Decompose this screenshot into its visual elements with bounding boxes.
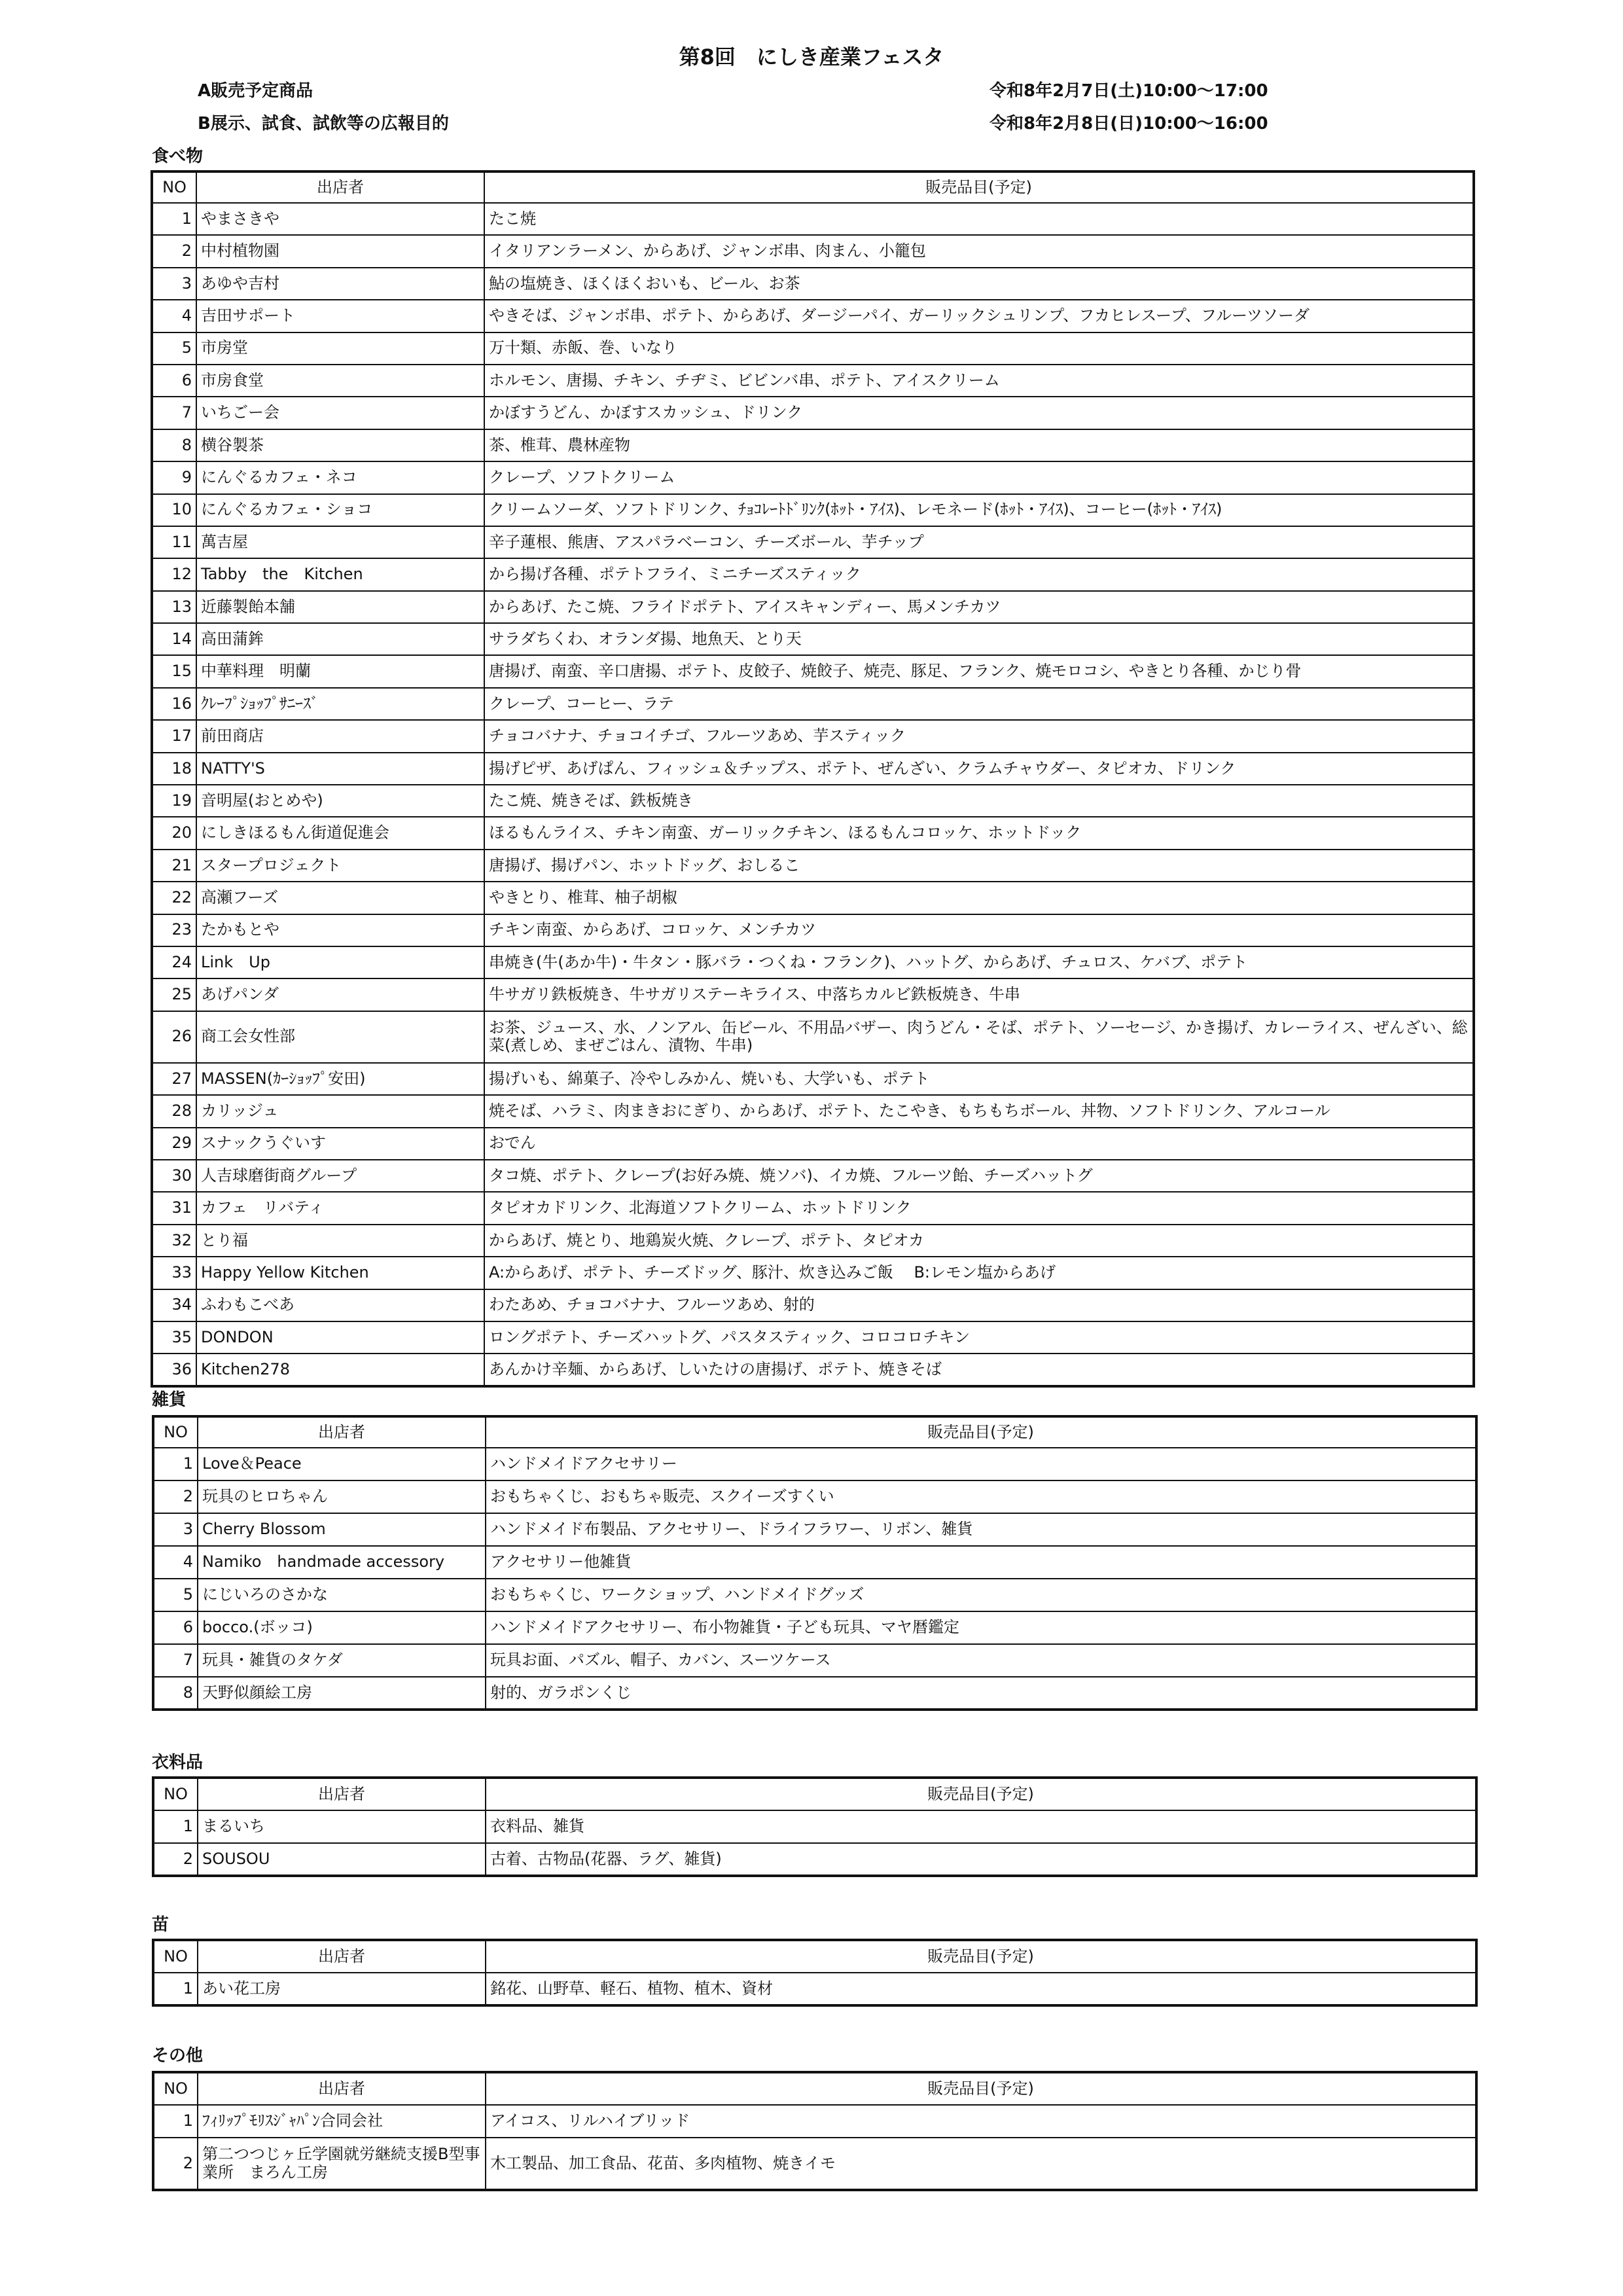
row-no: 10 bbox=[152, 494, 196, 526]
row-items: クレープ、ソフトクリーム bbox=[484, 461, 1474, 493]
row-items: 射的、ガラポンくじ bbox=[486, 1677, 1476, 1710]
section-label-seedlings: 苗 bbox=[152, 1915, 169, 1935]
row-vendor: にんぐるカフェ・ネコ bbox=[196, 461, 484, 493]
table-row bbox=[153, 2105, 1476, 2138]
row-vendor: Kitchen278 bbox=[196, 1354, 484, 1386]
header-vendor: 出店者 bbox=[198, 1940, 486, 1973]
row-items: チョコバナナ、チョコイチゴ、フルーツあめ、芋スティック bbox=[484, 720, 1474, 752]
row-vendor: にじいろのさかな bbox=[198, 1579, 486, 1611]
row-items: 銘花、山野草、軽石、植物、植木、資材 bbox=[486, 1973, 1476, 2005]
table-row bbox=[152, 914, 1474, 946]
row-vendor: 中村植物園 bbox=[196, 235, 484, 267]
row-vendor: 高田蒲鉾 bbox=[196, 623, 484, 655]
row-items: おでん bbox=[484, 1128, 1474, 1160]
table-row bbox=[152, 558, 1474, 590]
row-no: 30 bbox=[152, 1160, 196, 1192]
row-vendor: 市房堂 bbox=[196, 332, 484, 365]
row-vendor: 高瀬フーズ bbox=[196, 882, 484, 914]
table-row bbox=[152, 429, 1474, 461]
header-items: 販売品目(予定) bbox=[486, 2072, 1476, 2105]
row-no: 33 bbox=[152, 1257, 196, 1289]
row-items: かぼすうどん、かぼすスカッシュ、ドリンク bbox=[484, 397, 1474, 429]
row-vendor: とり福 bbox=[196, 1225, 484, 1257]
row-vendor: にしきほるもん街道促進会 bbox=[196, 817, 484, 849]
header-vendor: 出店者 bbox=[196, 171, 484, 203]
table-header-row bbox=[152, 171, 1474, 203]
row-no: 16 bbox=[152, 688, 196, 720]
row-no: 19 bbox=[152, 785, 196, 817]
row-vendor: Cherry Blossom bbox=[198, 1513, 486, 1546]
row-items: 万十類、赤飯、巻、いなり bbox=[484, 332, 1474, 365]
row-items: 串焼き(牛(あか牛)・牛タン・豚バラ・つくね・フランク)、ハットグ、からあげ、チュロス、ケバブ、ポテト bbox=[484, 946, 1474, 978]
row-no: 14 bbox=[152, 623, 196, 655]
header-no: NO bbox=[152, 171, 196, 203]
header-no: NO bbox=[153, 1940, 198, 1973]
row-vendor: 前田商店 bbox=[196, 720, 484, 752]
table-row bbox=[153, 1448, 1476, 1480]
row-items: クリームソーダ、ソフトドリンク、ﾁｮｺﾚｰﾄﾄﾞﾘﾝｸ(ﾎｯﾄ・ｱｲｽ)、レモネード(ﾎｯﾄ・ｱｲｽ)、コーヒー(ﾎｯﾄ・ｱｲｽ) bbox=[484, 494, 1474, 526]
table-row bbox=[153, 1973, 1476, 2005]
row-vendor: 人吉球磨街商グループ bbox=[196, 1160, 484, 1192]
row-vendor: SOUSOU bbox=[198, 1843, 486, 1876]
row-vendor: Link Up bbox=[196, 946, 484, 978]
row-no: 8 bbox=[153, 1677, 198, 1710]
header-no: NO bbox=[153, 1778, 198, 1810]
row-items: ロングポテト、チーズハットグ、パスタスティック、コロコロチキン bbox=[484, 1321, 1474, 1354]
header-vendor: 出店者 bbox=[198, 1416, 486, 1448]
row-vendor: スタープロジェクト bbox=[196, 850, 484, 882]
row-vendor: 音明屋(おとめや) bbox=[196, 785, 484, 817]
table-row bbox=[152, 655, 1474, 687]
table-row bbox=[152, 688, 1474, 720]
table-row bbox=[152, 461, 1474, 493]
row-items: 古着、古物品(花器、ラグ、雑貨) bbox=[486, 1843, 1476, 1876]
row-items: ホルモン、唐揚、チキン、チヂミ、ビビンバ串、ポテト、アイスクリーム bbox=[484, 365, 1474, 397]
row-items: 揚げいも、綿菓子、冷やしみかん、焼いも、大学いも、ポテト bbox=[484, 1063, 1474, 1095]
row-no: 25 bbox=[152, 978, 196, 1011]
row-no: 11 bbox=[152, 526, 196, 558]
row-no: 27 bbox=[152, 1063, 196, 1095]
table-row bbox=[152, 1289, 1474, 1321]
table-row bbox=[152, 397, 1474, 429]
row-vendor: 玩具のヒロちゃん bbox=[198, 1480, 486, 1513]
table-row bbox=[152, 850, 1474, 882]
row-items: ハンドメイドアクセサリー、布小物雑貨・子ども玩具、マヤ暦鑑定 bbox=[486, 1611, 1476, 1644]
row-no: 7 bbox=[152, 397, 196, 429]
row-items: 茶、椎茸、農林産物 bbox=[484, 429, 1474, 461]
row-no: 1 bbox=[153, 1810, 198, 1843]
header-items: 販売品目(予定) bbox=[486, 1416, 1476, 1448]
row-no: 12 bbox=[152, 558, 196, 590]
table-row bbox=[152, 1354, 1474, 1386]
row-items: 牛サガリ鉄板焼き、牛サガリステーキライス、中落ちカルビ鉄板焼き、牛串 bbox=[484, 978, 1474, 1011]
row-items: あんかけ辛麺、からあげ、しいたけの唐揚げ、ポテト、焼きそば bbox=[484, 1354, 1474, 1386]
row-vendor: 中華料理 明蘭 bbox=[196, 655, 484, 687]
table-row bbox=[152, 332, 1474, 365]
table-header-row bbox=[153, 1940, 1476, 1973]
table-row bbox=[152, 882, 1474, 914]
row-vendor: Namiko handmade accessory bbox=[198, 1546, 486, 1579]
table-row bbox=[153, 1677, 1476, 1710]
row-items: おもちゃくじ、おもちゃ販売、スクイーズすくい bbox=[486, 1480, 1476, 1513]
row-no: 15 bbox=[152, 655, 196, 687]
row-no: 13 bbox=[152, 591, 196, 623]
section-label-other: その他 bbox=[152, 2046, 204, 2066]
row-no: 22 bbox=[152, 882, 196, 914]
row-vendor: NATTY'S bbox=[196, 753, 484, 785]
header-no: NO bbox=[153, 1416, 198, 1448]
row-items: 唐揚げ、揚げパン、ホットドッグ、おしるこ bbox=[484, 850, 1474, 882]
row-no: 6 bbox=[153, 1611, 198, 1644]
row-no: 17 bbox=[152, 720, 196, 752]
row-no: 1 bbox=[153, 2105, 198, 2138]
table-row bbox=[152, 494, 1474, 526]
row-items: タピオカドリンク、北海道ソフトクリーム、ホットドリンク bbox=[484, 1192, 1474, 1224]
table-row bbox=[152, 591, 1474, 623]
row-items: 玩具お面、パズル、帽子、カバン、スーツケース bbox=[486, 1644, 1476, 1677]
row-vendor: スナックうぐいす bbox=[196, 1128, 484, 1160]
table-row bbox=[152, 753, 1474, 785]
row-vendor: 第二つつじヶ丘学園就労継続支援B型事業所 まろん工房 bbox=[198, 2138, 486, 2190]
table-row bbox=[152, 365, 1474, 397]
table-row bbox=[152, 720, 1474, 752]
row-items: やきそば、ジャンボ串、ポテト、からあげ、ダージーパイ、ガーリックシュリンプ、フカヒレスープ、フルーツソーダ bbox=[484, 300, 1474, 332]
table-row bbox=[153, 1843, 1476, 1876]
header-items: 販売品目(予定) bbox=[484, 171, 1474, 203]
table-row bbox=[152, 1257, 1474, 1289]
table-row bbox=[152, 203, 1474, 235]
table-row bbox=[152, 1321, 1474, 1354]
row-no: 2 bbox=[153, 2138, 198, 2190]
row-vendor: やまさきや bbox=[196, 203, 484, 235]
row-vendor: ﾌｨﾘｯﾌﾟﾓﾘｽｼﾞｬﾊﾟﾝ合同会社 bbox=[198, 2105, 486, 2138]
table-header-row bbox=[153, 2072, 1476, 2105]
row-no: 31 bbox=[152, 1192, 196, 1224]
row-vendor: あげパンダ bbox=[196, 978, 484, 1011]
section-label-food: 食べ物 bbox=[152, 147, 204, 166]
row-items: たこ焼 bbox=[484, 203, 1474, 235]
row-items: A:からあげ、ポテト、チーズドッグ、豚汁、炊き込みご飯 B:レモン塩からあげ bbox=[484, 1257, 1474, 1289]
row-vendor: まるいち bbox=[198, 1810, 486, 1843]
row-items: からあげ、焼とり、地鶏炭火焼、クレープ、ポテト、タピオカ bbox=[484, 1225, 1474, 1257]
header-no: NO bbox=[153, 2072, 198, 2105]
table-row bbox=[153, 1644, 1476, 1677]
row-items: 鮎の塩焼き、ほくほくおいも、ビール、お茶 bbox=[484, 268, 1474, 300]
row-no: 4 bbox=[153, 1546, 198, 1579]
table-header-row bbox=[153, 1778, 1476, 1810]
table-seedlings bbox=[152, 1939, 1478, 2007]
row-vendor: 市房食堂 bbox=[196, 365, 484, 397]
row-vendor: 近藤製飴本舗 bbox=[196, 591, 484, 623]
table-row bbox=[152, 1192, 1474, 1224]
table-row bbox=[152, 526, 1474, 558]
row-no: 21 bbox=[152, 850, 196, 882]
header-items: 販売品目(予定) bbox=[486, 1940, 1476, 1973]
row-no: 20 bbox=[152, 817, 196, 849]
row-no: 3 bbox=[153, 1513, 198, 1546]
table-row bbox=[152, 300, 1474, 332]
row-items: お茶、ジュース、水、ノンアル、缶ビール、不用品バザー、肉うどん・そば、ポテト、ソーセージ、かき揚げ、カレーライス、ぜんざい、総菜(煮しめ、まぜごはん、漬物、牛串) bbox=[484, 1011, 1474, 1063]
row-no: 29 bbox=[152, 1128, 196, 1160]
row-vendor: 横谷製茶 bbox=[196, 429, 484, 461]
row-items: 衣料品、雑貨 bbox=[486, 1810, 1476, 1843]
row-no: 1 bbox=[153, 1448, 198, 1480]
table-row bbox=[153, 1480, 1476, 1513]
row-vendor: Love＆Peace bbox=[198, 1448, 486, 1480]
row-vendor: 萬吉屋 bbox=[196, 526, 484, 558]
row-no: 18 bbox=[152, 753, 196, 785]
row-items: クレープ、コーヒー、ラテ bbox=[484, 688, 1474, 720]
row-vendor: ふわもこべあ bbox=[196, 1289, 484, 1321]
row-items: 辛子蓮根、熊唐、アスパラベーコン、チーズボール、芋チップ bbox=[484, 526, 1474, 558]
row-items: サラダちくわ、オランダ揚、地魚天、とり天 bbox=[484, 623, 1474, 655]
row-no: 8 bbox=[152, 429, 196, 461]
row-no: 28 bbox=[152, 1095, 196, 1127]
row-items: ハンドメイドアクセサリー bbox=[486, 1448, 1476, 1480]
row-no: 35 bbox=[152, 1321, 196, 1354]
header-vendor: 出店者 bbox=[198, 2072, 486, 2105]
row-vendor: にんぐるカフェ・ショコ bbox=[196, 494, 484, 526]
row-items: アクセサリー他雑貨 bbox=[486, 1546, 1476, 1579]
row-items: イタリアンラーメン、からあげ、ジャンボ串、肉まん、小籠包 bbox=[484, 235, 1474, 267]
row-vendor: Tabby the Kitchen bbox=[196, 558, 484, 590]
row-vendor: 天野似顔絵工房 bbox=[198, 1677, 486, 1710]
row-items: やきとり、椎茸、柚子胡椒 bbox=[484, 882, 1474, 914]
row-items: わたあめ、チョコバナナ、フルーツあめ、射的 bbox=[484, 1289, 1474, 1321]
row-items: おもちゃくじ、ワークショップ、ハンドメイドグッズ bbox=[486, 1579, 1476, 1611]
row-items: ほるもんライス、チキン南蛮、ガーリックチキン、ほるもんコロッケ、ホットドック bbox=[484, 817, 1474, 849]
table-row bbox=[153, 2138, 1476, 2190]
row-vendor: 商工会女性部 bbox=[196, 1011, 484, 1063]
row-no: 24 bbox=[152, 946, 196, 978]
row-no: 9 bbox=[152, 461, 196, 493]
row-no: 5 bbox=[153, 1579, 198, 1611]
row-items: から揚げ各種、ポテトフライ、ミニチーズスティック bbox=[484, 558, 1474, 590]
row-vendor: 玩具・雑貨のタケダ bbox=[198, 1644, 486, 1677]
row-no: 34 bbox=[152, 1289, 196, 1321]
table-row bbox=[153, 1546, 1476, 1579]
row-no: 23 bbox=[152, 914, 196, 946]
table-clothing bbox=[152, 1776, 1478, 1877]
row-no: 2 bbox=[153, 1480, 198, 1513]
row-vendor: 吉田サポート bbox=[196, 300, 484, 332]
row-no: 2 bbox=[152, 235, 196, 267]
row-vendor: あゆや吉村 bbox=[196, 268, 484, 300]
table-row bbox=[152, 817, 1474, 849]
row-vendor: あい花工房 bbox=[198, 1973, 486, 2005]
row-items: からあげ、たこ焼、フライドポテト、アイスキャンディー、馬メンチカツ bbox=[484, 591, 1474, 623]
table-row bbox=[152, 1011, 1474, 1063]
table-row bbox=[153, 1810, 1476, 1843]
row-no: 1 bbox=[153, 1973, 198, 2005]
row-items: チキン南蛮、からあげ、コロッケ、メンチカツ bbox=[484, 914, 1474, 946]
date-day1: 令和8年2月7日(土)10:00～17:00 bbox=[990, 81, 1268, 101]
row-vendor: カリッジュ bbox=[196, 1095, 484, 1127]
table-row bbox=[152, 1128, 1474, 1160]
table-goods bbox=[152, 1415, 1478, 1711]
table-row bbox=[152, 978, 1474, 1011]
table-row bbox=[152, 1095, 1474, 1127]
row-no: 5 bbox=[152, 332, 196, 365]
row-items: アイコス、リルハイブリッド bbox=[486, 2105, 1476, 2138]
table-row bbox=[152, 623, 1474, 655]
row-no: 6 bbox=[152, 365, 196, 397]
row-vendor: いちごー会 bbox=[196, 397, 484, 429]
row-vendor: bocco.(ボッコ) bbox=[198, 1611, 486, 1644]
row-vendor: DONDON bbox=[196, 1321, 484, 1354]
row-vendor: たかもとや bbox=[196, 914, 484, 946]
row-items: 焼そば、ハラミ、肉まきおにぎり、からあげ、ポテト、たこやき、もちもちボール、丼物、ソフトドリンク、アルコール bbox=[484, 1095, 1474, 1127]
header-vendor: 出店者 bbox=[198, 1778, 486, 1810]
row-no: 32 bbox=[152, 1225, 196, 1257]
date-day2: 令和8年2月8日(日)10:00～16:00 bbox=[990, 114, 1268, 134]
section-label-goods: 雑貨 bbox=[152, 1390, 187, 1410]
row-vendor: MASSEN(ｶｰｼｮｯﾌﾟ安田) bbox=[196, 1063, 484, 1095]
row-no: 26 bbox=[152, 1011, 196, 1063]
row-items: タコ焼、ポテト、クレープ(お好み焼、焼ソバ)、イカ焼、フルーツ飴、チーズハットグ bbox=[484, 1160, 1474, 1192]
table-row bbox=[152, 235, 1474, 267]
row-items: たこ焼、焼きそば、鉄板焼き bbox=[484, 785, 1474, 817]
row-items: 木工製品、加工食品、花苗、多肉植物、焼きイモ bbox=[486, 2138, 1476, 2190]
table-row bbox=[152, 785, 1474, 817]
table-food bbox=[151, 170, 1475, 1388]
row-vendor: カフェ リバティ bbox=[196, 1192, 484, 1224]
row-no: 7 bbox=[153, 1644, 198, 1677]
row-vendor: Happy Yellow Kitchen bbox=[196, 1257, 484, 1289]
row-no: 36 bbox=[152, 1354, 196, 1386]
note-b: B展示、試食、試飲等の広報目的 bbox=[198, 114, 449, 134]
row-no: 1 bbox=[152, 203, 196, 235]
section-label-clothing: 衣料品 bbox=[152, 1753, 204, 1772]
table-row bbox=[153, 1513, 1476, 1546]
table-other bbox=[152, 2071, 1478, 2191]
table-row bbox=[152, 946, 1474, 978]
row-items: 揚げピザ、あげぱん、フィッシュ＆チップス、ポテト、ぜんざい、クラムチャウダー、タピオカ、ドリンク bbox=[484, 753, 1474, 785]
header-items: 販売品目(予定) bbox=[486, 1778, 1476, 1810]
table-row bbox=[152, 1063, 1474, 1095]
row-no: 2 bbox=[153, 1843, 198, 1876]
note-a: A販売予定商品 bbox=[198, 81, 313, 101]
row-items: ハンドメイド布製品、アクセサリー、ドライフラワー、リボン、雑貨 bbox=[486, 1513, 1476, 1546]
row-items: 唐揚げ、南蛮、辛口唐揚、ポテト、皮餃子、焼餃子、焼売、豚足、フランク、焼モロコシ、やきとり各種、かじり骨 bbox=[484, 655, 1474, 687]
table-row bbox=[152, 268, 1474, 300]
row-no: 3 bbox=[152, 268, 196, 300]
table-header-row bbox=[153, 1416, 1476, 1448]
table-row bbox=[153, 1579, 1476, 1611]
row-no: 4 bbox=[152, 300, 196, 332]
page-title: 第8回 にしき産業フェスタ bbox=[679, 45, 944, 69]
table-row bbox=[153, 1611, 1476, 1644]
row-vendor: ｸﾚｰﾌﾟｼｮｯﾌﾟｻﾆｰｽﾞ bbox=[196, 688, 484, 720]
table-row bbox=[152, 1160, 1474, 1192]
table-row bbox=[152, 1225, 1474, 1257]
